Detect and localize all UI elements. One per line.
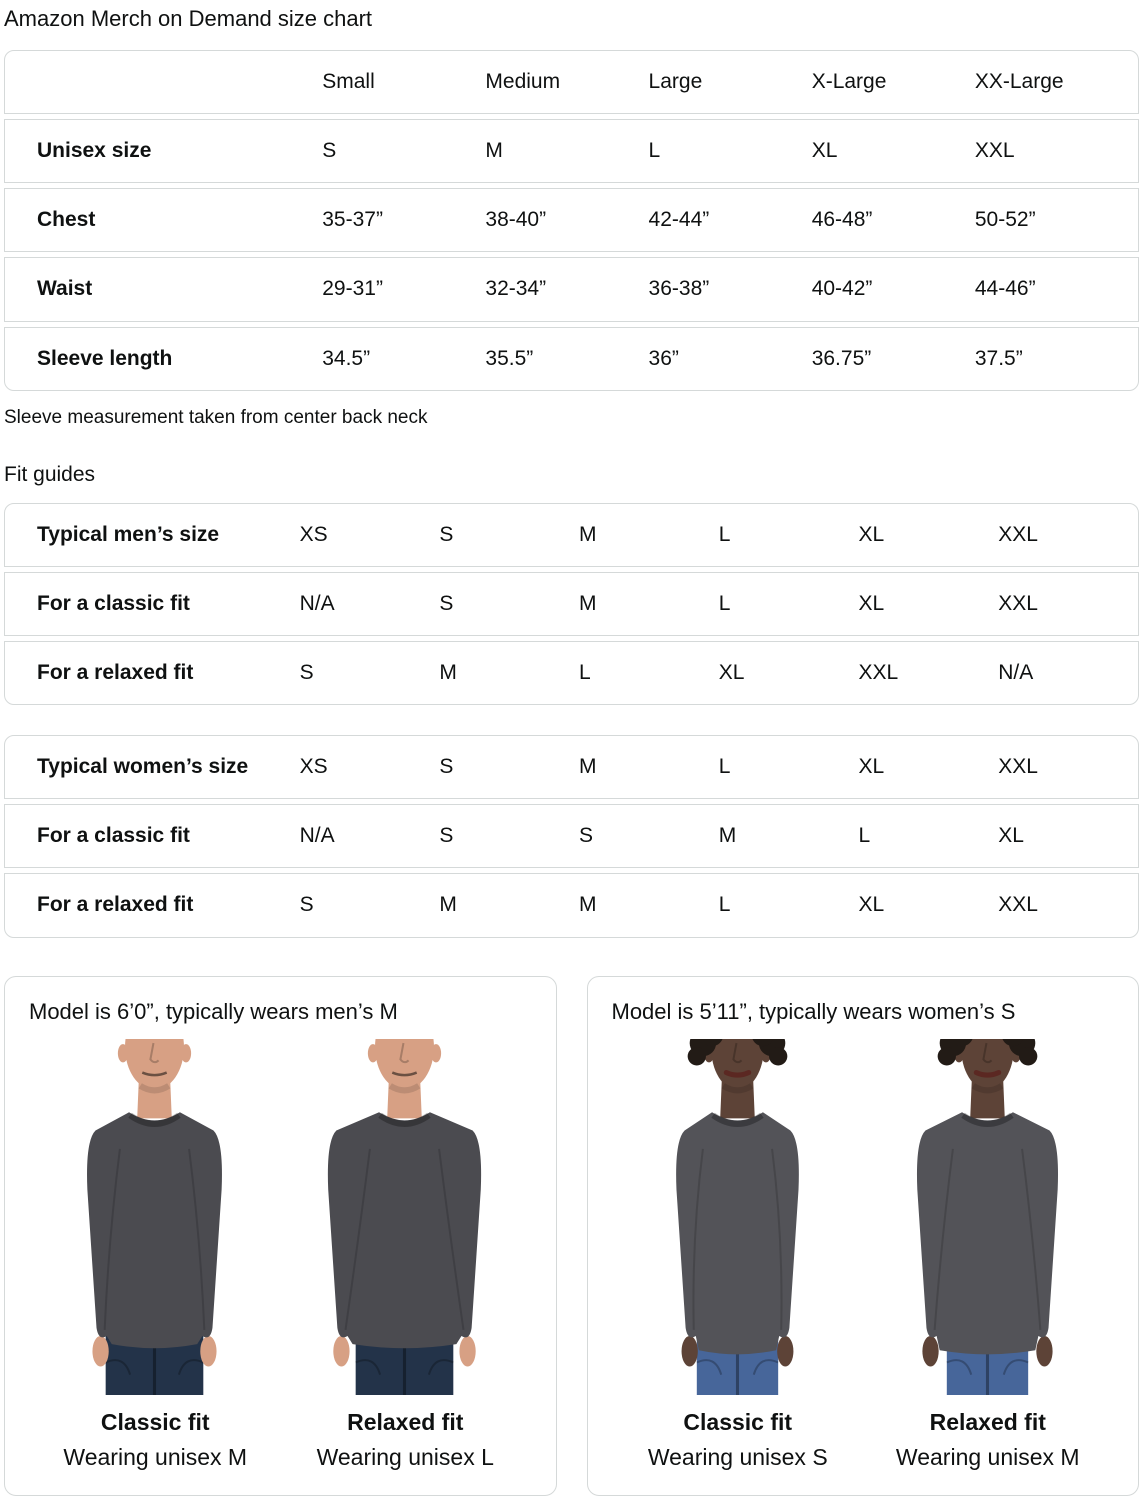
fit-caption: Wearing unisex M xyxy=(63,1443,248,1470)
row-label: Unisex size xyxy=(37,139,152,163)
cell-value: L xyxy=(718,522,731,546)
photo-caption xyxy=(39,1409,271,1471)
size-chart-header-row xyxy=(4,50,1139,114)
cell-value: S xyxy=(299,660,314,684)
cell-value: XL xyxy=(718,660,745,684)
cell-value: 42-44” xyxy=(648,208,710,232)
cell-value: 44-46” xyxy=(974,277,1036,301)
size-chart-table xyxy=(4,50,1139,391)
model-card-heading: Model is 6’0”, typically wears men’s M xyxy=(29,998,398,1024)
cell-value: 29-31” xyxy=(322,277,383,301)
cell-value: L xyxy=(648,139,661,163)
fit-caption: Wearing unisex M xyxy=(895,1443,1080,1470)
cell-value: M xyxy=(485,139,503,163)
womens-fit-guide-table xyxy=(4,735,1139,937)
cell-value: 35-37” xyxy=(322,208,383,232)
cell-value: N/A xyxy=(299,824,335,848)
model-photo-relaxed-fit xyxy=(872,1039,1104,1471)
row-label: For a classic fit xyxy=(37,591,190,615)
cell-value: S xyxy=(322,139,337,163)
model-photo-image xyxy=(872,1039,1104,1395)
column-header: Medium xyxy=(485,70,561,93)
cell-value: 35.5” xyxy=(485,346,534,370)
sleeve-measurement-note: Sleeve measurement taken from center back neck xyxy=(4,406,428,428)
cell-value: M xyxy=(579,591,597,615)
cell-value: S xyxy=(439,591,454,615)
table-row xyxy=(4,735,1139,799)
cell-value: XXL xyxy=(858,660,899,684)
cell-value: L xyxy=(858,824,871,848)
cell-value: M xyxy=(579,522,597,546)
cell-value: 36” xyxy=(648,346,679,370)
table-row xyxy=(4,188,1139,252)
table-row xyxy=(4,257,1139,321)
cell-value: 38-40” xyxy=(485,208,547,232)
page-title: Amazon Merch on Demand size chart xyxy=(4,6,373,31)
model-photo-image xyxy=(289,1039,521,1395)
fit-label: Relaxed fit xyxy=(347,1408,464,1435)
table-row xyxy=(4,873,1139,937)
fit-label: Classic fit xyxy=(683,1408,793,1435)
cell-value: N/A xyxy=(998,660,1034,684)
column-header: XX-Large xyxy=(974,70,1064,93)
column-header: Small xyxy=(322,70,375,93)
cell-value: XXL xyxy=(998,591,1038,615)
model-photo-classic-fit xyxy=(39,1039,271,1471)
table-row xyxy=(4,503,1139,567)
row-label: Typical men’s size xyxy=(37,522,220,546)
cell-value: L xyxy=(579,660,591,684)
cell-value: XS xyxy=(299,522,328,546)
cell-value: XXL xyxy=(998,522,1038,546)
cell-value: XL xyxy=(998,824,1024,848)
table-row xyxy=(4,804,1139,868)
cell-value: M xyxy=(439,893,457,917)
cell-value: 34.5” xyxy=(322,346,371,370)
header-spacer xyxy=(5,63,322,101)
column-header: X-Large xyxy=(811,70,887,93)
table-row xyxy=(4,641,1139,705)
table-row xyxy=(4,327,1139,391)
row-label: Typical women’s size xyxy=(37,755,249,779)
model-photos xyxy=(29,1039,532,1471)
fit-guides-heading: Fit guides xyxy=(4,462,96,486)
cell-value: M xyxy=(439,660,457,684)
cell-value: 46-48” xyxy=(811,208,873,232)
model-cards-section xyxy=(4,976,1139,1496)
cell-value: XL xyxy=(858,591,885,615)
cell-value: N/A xyxy=(299,591,335,615)
cell-value: S xyxy=(579,824,594,848)
cell-value: 36-38” xyxy=(648,277,710,301)
model-photo-classic-fit xyxy=(622,1039,854,1471)
row-label: Chest xyxy=(37,208,96,232)
cell-value: XL xyxy=(811,139,838,163)
cell-value: XXL xyxy=(998,893,1038,917)
cell-value: L xyxy=(718,893,731,917)
cell-value: M xyxy=(579,755,597,779)
mens-fit-guide-table xyxy=(4,503,1139,705)
cell-value: S xyxy=(439,824,454,848)
cell-value: XL xyxy=(858,893,885,917)
fit-label: Relaxed fit xyxy=(929,1408,1046,1435)
fit-caption: Wearing unisex L xyxy=(316,1443,494,1470)
cell-value: L xyxy=(718,591,731,615)
fit-caption: Wearing unisex S xyxy=(647,1443,828,1470)
row-label: For a relaxed fit xyxy=(37,893,194,917)
cell-value: XL xyxy=(858,522,885,546)
model-card-women xyxy=(587,976,1140,1496)
model-card-heading: Model is 5’11”, typically wears women’s S xyxy=(611,998,1016,1024)
model-card-men xyxy=(4,976,557,1496)
column-header: Large xyxy=(648,70,703,93)
fit-label: Classic fit xyxy=(100,1408,210,1435)
cell-value: S xyxy=(439,522,454,546)
cell-value: XL xyxy=(858,755,885,779)
cell-value: XXL xyxy=(974,139,1015,163)
cell-value: XS xyxy=(299,755,328,779)
photo-caption xyxy=(622,1409,854,1471)
photo-caption xyxy=(872,1409,1104,1471)
model-photos xyxy=(612,1039,1115,1471)
cell-value: 36.75” xyxy=(811,346,872,370)
table-row xyxy=(4,119,1139,183)
photo-caption xyxy=(289,1409,521,1471)
cell-value: 32-34” xyxy=(485,277,547,301)
row-label: For a relaxed fit xyxy=(37,660,194,684)
row-label: Waist xyxy=(37,277,93,301)
row-label: Sleeve length xyxy=(37,346,173,370)
cell-value: 37.5” xyxy=(974,346,1023,370)
cell-value: 40-42” xyxy=(811,277,873,301)
model-photo-relaxed-fit xyxy=(289,1039,521,1471)
cell-value: 50-52” xyxy=(974,208,1036,232)
model-photo-image xyxy=(39,1039,271,1395)
cell-value: XXL xyxy=(998,755,1038,779)
row-label: For a classic fit xyxy=(37,824,190,848)
cell-value: S xyxy=(439,755,454,779)
table-row xyxy=(4,572,1139,636)
cell-value: L xyxy=(718,755,731,779)
cell-value: S xyxy=(299,893,314,917)
cell-value: M xyxy=(579,893,597,917)
model-photo-image xyxy=(622,1039,854,1395)
cell-value: M xyxy=(718,824,737,848)
